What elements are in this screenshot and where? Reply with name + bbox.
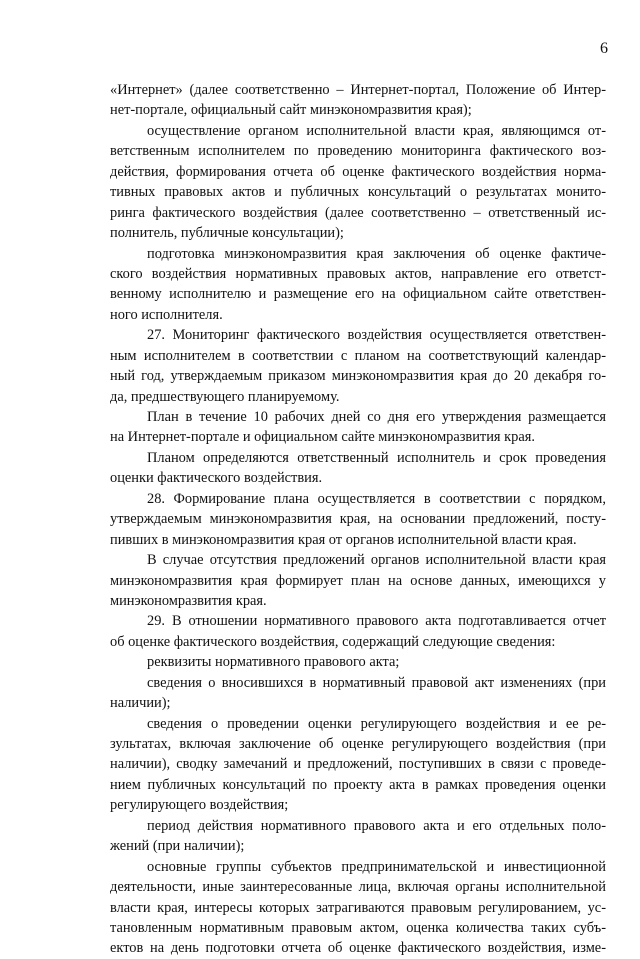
text-line: утверждаемым минэкономразвития края, на основании предложений, посту- (110, 511, 606, 528)
text-line: наличии); (110, 695, 171, 712)
text-line: подготовка минэкономразвития края заключения об оценке фактиче- (147, 245, 606, 262)
text-line: зультатах, включая заключение об оценке регулирующего воздействия (при (110, 736, 606, 752)
text-line: План в течение 10 рабочих дней со дня его утверждения размещается (147, 409, 606, 425)
text-line: деятельности, иные заинтересованные лица, включая органы исполнительной (110, 879, 606, 896)
text-line: на Интернет-портале и официальном сайте минэкономразвития края. (110, 429, 535, 446)
text-line: В случае отсутствия предложений органов исполнительной власти края (147, 552, 606, 569)
text-line: нет-портале, официальный сайт минэкономразвития края); (110, 102, 472, 119)
text-line: ным исполнителем в соответствии с планом на соответствующий календар- (110, 347, 606, 364)
text-line: венному исполнителю и размещение его на официальном сайте ответствен- (110, 286, 606, 303)
text-line: основные группы субъектов предпринимательской и инвестиционной (147, 858, 606, 875)
text-line: Планом определяются ответственный исполнитель и срок проведения (147, 449, 606, 466)
text-line: ного исполнителя. (110, 306, 223, 323)
text-line: власти края, интересы которых затрагиваются правовым регулированием, ус- (110, 899, 606, 916)
text-line: «Интернет» (далее соответственно – Интернет-портал, Положение об Интер- (110, 82, 606, 98)
text-line: тановленным нормативным правовым актом, оценка количества таких субъ- (110, 919, 606, 936)
text-line: реквизиты нормативного правового акта; (147, 654, 400, 671)
text-line: ринга фактического воздействия (далее соответственно – ответственный ис- (110, 204, 606, 221)
text-line: минэкономразвития края. (110, 592, 267, 609)
text-line: наличии), сводку замечаний и предложений, поступивших в связи с проведе- (110, 756, 606, 773)
text-line: пивших в минэкономразвития края от органов исполнительной власти края. (110, 531, 577, 548)
text-line: ского воздействия нормативных правовых актов, направление его ответст- (110, 265, 606, 282)
text-line: 28. Формирование плана осуществляется в соответствии с порядком, (147, 490, 606, 507)
text-line: ектов на день подготовки отчета об оценке фактического воздействия, изме- (110, 940, 606, 957)
text-line: период действия нормативного правового акта и его отдельных поло- (147, 817, 606, 834)
text-line: ный год, утверждаемым приказом минэкономразвития края до 20 декабря го- (110, 368, 606, 385)
text-line: 27. Мониторинг фактического воздействия осуществляется ответствен- (147, 327, 606, 344)
text-line: об оценке фактического воздействия, содержащий следующие сведения: (110, 633, 556, 650)
text-line: тивных правовых актов и публичных консультаций о результатах монито- (110, 184, 606, 201)
text-line: действия, формирования отчета об оценке фактического воздействия норма- (110, 163, 606, 180)
text-line: да, предшествующего планируемому. (110, 388, 340, 405)
text-line: регулирующего воздействия; (110, 797, 289, 814)
text-line: жений (при наличии); (110, 838, 245, 855)
text-line: полнитель, публичные консультации); (110, 225, 344, 242)
text-line: 29. В отношении нормативного правового акта подготавливается отчет (147, 613, 606, 630)
page-number: 6 (600, 40, 608, 57)
document-body (110, 80, 606, 959)
text-line: ветственным исполнителем по проведению мониторинга фактического воз- (110, 143, 606, 160)
text-line: оценки фактического воздействия. (110, 470, 323, 487)
text-line: осуществление органом исполнительной власти края, являющимся от- (147, 122, 606, 139)
text-line: сведения о проведении оценки регулирующего воздействия и ее ре- (147, 715, 606, 732)
text-line: минэкономразвития края формирует план на основе данных, имеющихся у (110, 572, 606, 589)
text-line: сведения о вносившихся в нормативный правовой акт изменениях (при (147, 674, 606, 691)
text-line: нием публичных консультаций по проекту акта в рамках проведения оценки (110, 776, 606, 793)
